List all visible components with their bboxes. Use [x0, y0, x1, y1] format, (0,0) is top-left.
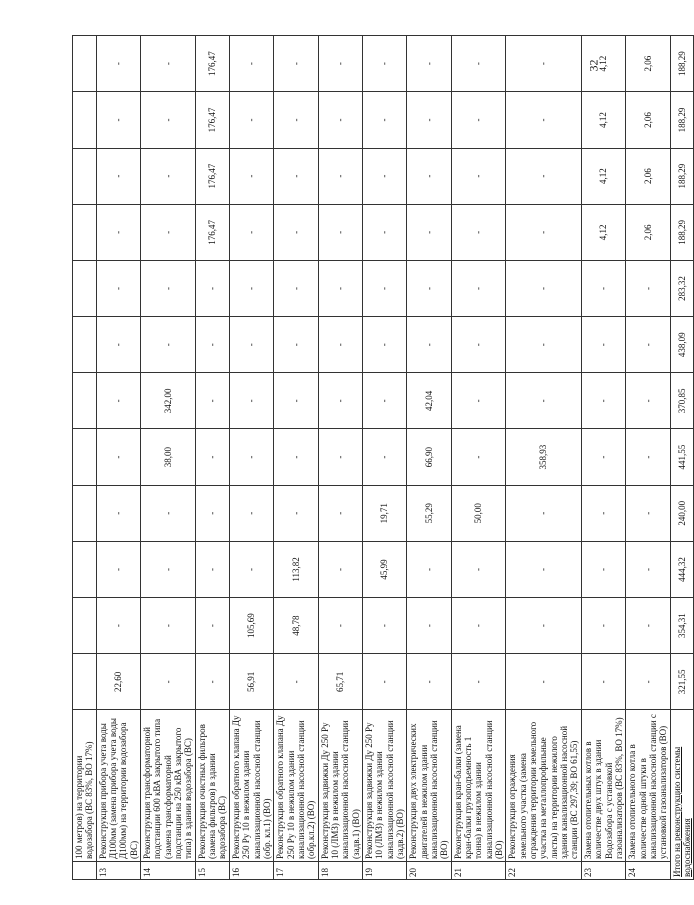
row-description: Реконструкция обратного клапана Ду 250 Ру 10 в нежилом здании канализационной насосной станции (обр. кл.1) (ВО) — [229, 710, 273, 862]
row-description: Реконструкция обратного клапана Ду 250 Ру 10 в нежилом здании канализационной насосной станции (обр.кл.2) (ВО) — [274, 710, 318, 862]
value-cell: - — [407, 148, 451, 204]
value-cell: 188,29 — [670, 204, 694, 260]
value-cell: 4,12 — [581, 36, 625, 92]
value-cell: - — [274, 429, 318, 485]
table-row — [362, 36, 406, 880]
value-cell: - — [274, 317, 318, 373]
table-row — [274, 36, 318, 880]
value-cell: - — [626, 541, 670, 597]
value-cell: - — [407, 598, 451, 654]
value-cell: - — [96, 148, 140, 204]
value-cell: - — [581, 317, 625, 373]
value-cell: 188,29 — [670, 36, 694, 92]
value-cell: - — [141, 36, 196, 92]
row-number: 21 — [451, 861, 506, 879]
value-cell: 342,00 — [141, 373, 196, 429]
value-cell: 2,06 — [626, 92, 670, 148]
value-cell: - — [141, 260, 196, 316]
value-cell: - — [407, 654, 451, 710]
value-cell: - — [229, 92, 273, 148]
value-cell: - — [274, 485, 318, 541]
value-cell: - — [581, 485, 625, 541]
value-cell: - — [141, 92, 196, 148]
row-number: 23 — [581, 861, 625, 879]
table-row — [506, 36, 581, 880]
value-cell: 188,29 — [670, 148, 694, 204]
row-number: 19 — [362, 861, 406, 879]
row-number: 16 — [229, 861, 273, 879]
value-cell: - — [581, 541, 625, 597]
value-cell: - — [96, 317, 140, 373]
value-cell: 56,91 — [229, 654, 273, 710]
value-cell: 2,06 — [626, 36, 670, 92]
value-cell: - — [141, 204, 196, 260]
value-cell: - — [229, 317, 273, 373]
row-description: 100 метров) на территории водозабора (ВС 83%, ВО 17%) — [73, 710, 97, 862]
value-cell: - — [229, 204, 273, 260]
value-cell: - — [506, 654, 581, 710]
value-cell: - — [229, 485, 273, 541]
value-cell: - — [195, 598, 229, 654]
row-description: Замена отопительного котла в количестве одной штуки в канализационной насосной станции с установкой газоанализаторов (ВО) — [626, 710, 670, 862]
value-cell: - — [274, 92, 318, 148]
value-cell: - — [506, 598, 581, 654]
value-cell: - — [626, 654, 670, 710]
value-cell: - — [362, 260, 406, 316]
value-cell: - — [506, 260, 581, 316]
value-cell: 176,47 — [195, 36, 229, 92]
value-cell: - — [451, 317, 506, 373]
value-cell — [73, 654, 97, 710]
value-cell: - — [626, 373, 670, 429]
row-description: Реконструкция задвижки Ду 250 Ру 10 (ЛМЗ) в нежилом здании канализационной насосной станции (задв.1) (ВО) — [318, 710, 362, 862]
value-cell: - — [274, 204, 318, 260]
value-cell: 45,99 — [362, 541, 406, 597]
value-cell: - — [141, 541, 196, 597]
value-cell: - — [407, 36, 451, 92]
row-description: Реконструкция прибора учета воды Д100мм (замена прибора учета воды Д100мм) на территории водозабора (ВС) — [96, 710, 140, 862]
value-cell — [73, 204, 97, 260]
row-description: Реконструкция двух электрических двигателей в нежилом здании канализационной насосной станции (ВО) — [407, 710, 451, 862]
value-cell: - — [506, 373, 581, 429]
value-cell: - — [195, 654, 229, 710]
row-number: 14 — [141, 861, 196, 879]
value-cell: - — [195, 541, 229, 597]
value-cell: 370,85 — [670, 373, 694, 429]
value-cell: - — [626, 485, 670, 541]
value-cell: - — [362, 373, 406, 429]
value-cell: 240,00 — [670, 485, 694, 541]
table-row — [318, 36, 362, 880]
value-cell: - — [581, 654, 625, 710]
value-cell: - — [318, 148, 362, 204]
row-number: 24 — [626, 861, 670, 879]
value-cell: - — [274, 654, 318, 710]
row-description: Реконструкция задвижки Ду 250 Ру 10 (ЛМЗ) в нежилом здании канализационной насосной станции (задв.2) (ВО) — [362, 710, 406, 862]
value-cell: - — [407, 92, 451, 148]
row-number: 20 — [407, 861, 451, 879]
table-row — [195, 36, 229, 880]
value-cell: - — [318, 485, 362, 541]
value-cell: - — [407, 204, 451, 260]
value-cell: - — [626, 317, 670, 373]
value-cell: 2,06 — [626, 148, 670, 204]
value-cell: - — [626, 598, 670, 654]
value-cell — [73, 541, 97, 597]
value-cell: - — [229, 260, 273, 316]
row-description: Реконструкция трансформаторной подстанции 600 кВА закрытого типа (замена трансформаторной подстанции на 250 кВА закрытого типа) в здании водозабора (ВС) — [141, 710, 196, 862]
value-cell: - — [229, 148, 273, 204]
value-cell: 444,32 — [670, 541, 694, 597]
value-cell: - — [362, 654, 406, 710]
value-cell: 113,82 — [274, 541, 318, 597]
value-cell: - — [626, 260, 670, 316]
value-cell: 4,12 — [581, 148, 625, 204]
value-cell: - — [141, 654, 196, 710]
value-cell: - — [96, 92, 140, 148]
value-cell: - — [195, 260, 229, 316]
value-cell: - — [362, 317, 406, 373]
row-number: 13 — [96, 861, 140, 879]
value-cell: - — [451, 429, 506, 485]
value-cell: - — [96, 260, 140, 316]
value-cell: 176,47 — [195, 204, 229, 260]
value-cell: 176,47 — [195, 92, 229, 148]
value-cell: - — [229, 541, 273, 597]
value-cell: - — [274, 373, 318, 429]
value-cell: - — [407, 260, 451, 316]
row-number: 15 — [195, 861, 229, 879]
value-cell: - — [506, 92, 581, 148]
value-cell: 66,90 — [407, 429, 451, 485]
value-cell: - — [581, 260, 625, 316]
value-cell: - — [626, 429, 670, 485]
value-cell — [73, 429, 97, 485]
value-cell: - — [451, 260, 506, 316]
value-cell: 358,93 — [506, 429, 581, 485]
value-cell: 4,12 — [581, 204, 625, 260]
table-row-total — [670, 36, 694, 880]
value-cell: 354,31 — [670, 598, 694, 654]
value-cell: - — [407, 317, 451, 373]
value-cell: - — [451, 92, 506, 148]
value-cell: - — [141, 148, 196, 204]
value-cell: - — [318, 92, 362, 148]
value-cell: - — [506, 148, 581, 204]
value-cell: - — [229, 373, 273, 429]
row-number: 18 — [318, 861, 362, 879]
value-cell: 438,09 — [670, 317, 694, 373]
value-cell: - — [451, 148, 506, 204]
value-cell: - — [274, 36, 318, 92]
value-cell: 22,60 — [96, 654, 140, 710]
value-cell: - — [407, 541, 451, 597]
value-cell: - — [96, 373, 140, 429]
value-cell: - — [318, 204, 362, 260]
value-cell: - — [362, 148, 406, 204]
table-row — [451, 36, 506, 880]
value-cell: 176,47 — [195, 148, 229, 204]
value-cell: - — [229, 36, 273, 92]
table-row — [96, 36, 140, 880]
value-cell: - — [96, 429, 140, 485]
table-row — [581, 36, 625, 880]
value-cell: - — [141, 317, 196, 373]
value-cell: 50,00 — [451, 485, 506, 541]
value-cell: - — [318, 541, 362, 597]
value-cell: - — [451, 598, 506, 654]
value-cell: - — [581, 373, 625, 429]
value-cell: - — [451, 36, 506, 92]
value-cell — [73, 92, 97, 148]
value-cell: - — [195, 485, 229, 541]
value-cell: - — [195, 317, 229, 373]
value-cell: - — [362, 204, 406, 260]
page-number: 32 — [586, 59, 601, 72]
row-description: Реконструкция очистных фильтров (замена фильтров) в здании водозабора (ВС) — [195, 710, 229, 862]
value-cell: 321,55 — [670, 654, 694, 710]
value-cell — [73, 36, 97, 92]
value-cell: - — [274, 260, 318, 316]
value-cell: - — [96, 36, 140, 92]
row-number: 17 — [274, 861, 318, 879]
row-description: Реконструкция ограждения земельного участка (замена ограждения территории земельного участка на металлопрофильные листы) на территории нежилого здания канализационной насосной станции (ВС 297,39; ВО 61,55) — [506, 710, 581, 862]
value-cell: - — [274, 148, 318, 204]
row-description: Замена отопительных котлов в количестве двух штук в здании Водозабора с установкой газоанализаторов (ВС 83%, ВО 17%) — [581, 710, 625, 862]
value-cell — [73, 260, 97, 316]
value-cell: - — [506, 541, 581, 597]
table-row-header-continuation — [73, 36, 97, 880]
value-cell: - — [195, 429, 229, 485]
value-cell: - — [506, 204, 581, 260]
value-cell: - — [96, 541, 140, 597]
value-cell: - — [581, 429, 625, 485]
row-description: Реконструкция кран-балки (замена кран-балки грузоподъемность 1 тонна) в нежилом здании канализационной насосной станции (ВО) — [451, 710, 506, 862]
value-cell: - — [506, 317, 581, 373]
value-cell — [73, 485, 97, 541]
value-cell: - — [318, 260, 362, 316]
value-cell: 283,32 — [670, 260, 694, 316]
row-description: Итого на реконструкцию системы водоснабжения — [670, 710, 694, 880]
value-cell: - — [318, 36, 362, 92]
value-cell: - — [362, 36, 406, 92]
value-cell: - — [318, 373, 362, 429]
value-cell: 188,29 — [670, 92, 694, 148]
value-cell — [73, 148, 97, 204]
value-cell: - — [318, 429, 362, 485]
value-cell: 4,12 — [581, 92, 625, 148]
value-cell: 105,69 — [229, 598, 273, 654]
value-cell: - — [318, 317, 362, 373]
value-cell: 65,71 — [318, 654, 362, 710]
value-cell — [73, 373, 97, 429]
investment-table — [72, 35, 694, 880]
value-cell: - — [141, 485, 196, 541]
value-cell: 42,04 — [407, 373, 451, 429]
value-cell: - — [141, 598, 196, 654]
value-cell: - — [195, 373, 229, 429]
value-cell: - — [451, 373, 506, 429]
table-row — [141, 36, 196, 880]
table-row — [407, 36, 451, 880]
value-cell: - — [506, 485, 581, 541]
value-cell: 19,71 — [362, 485, 406, 541]
value-cell: 441,55 — [670, 429, 694, 485]
value-cell: 55,29 — [407, 485, 451, 541]
value-cell: - — [229, 429, 273, 485]
value-cell: 48,78 — [274, 598, 318, 654]
value-cell: - — [362, 598, 406, 654]
value-cell: - — [362, 92, 406, 148]
row-number — [73, 861, 97, 879]
value-cell: - — [96, 598, 140, 654]
value-cell: 2,06 — [626, 204, 670, 260]
value-cell — [73, 317, 97, 373]
value-cell: 38,00 — [141, 429, 196, 485]
value-cell: - — [96, 485, 140, 541]
value-cell: - — [362, 429, 406, 485]
rotated-table-wrapper — [72, 35, 692, 880]
value-cell: - — [318, 598, 362, 654]
value-cell: - — [451, 204, 506, 260]
value-cell: - — [506, 36, 581, 92]
value-cell: - — [581, 598, 625, 654]
value-cell — [73, 598, 97, 654]
row-number: 22 — [506, 861, 581, 879]
value-cell: - — [451, 654, 506, 710]
table-row — [229, 36, 273, 880]
value-cell: - — [451, 541, 506, 597]
value-cell: - — [96, 204, 140, 260]
table-row — [626, 36, 670, 880]
